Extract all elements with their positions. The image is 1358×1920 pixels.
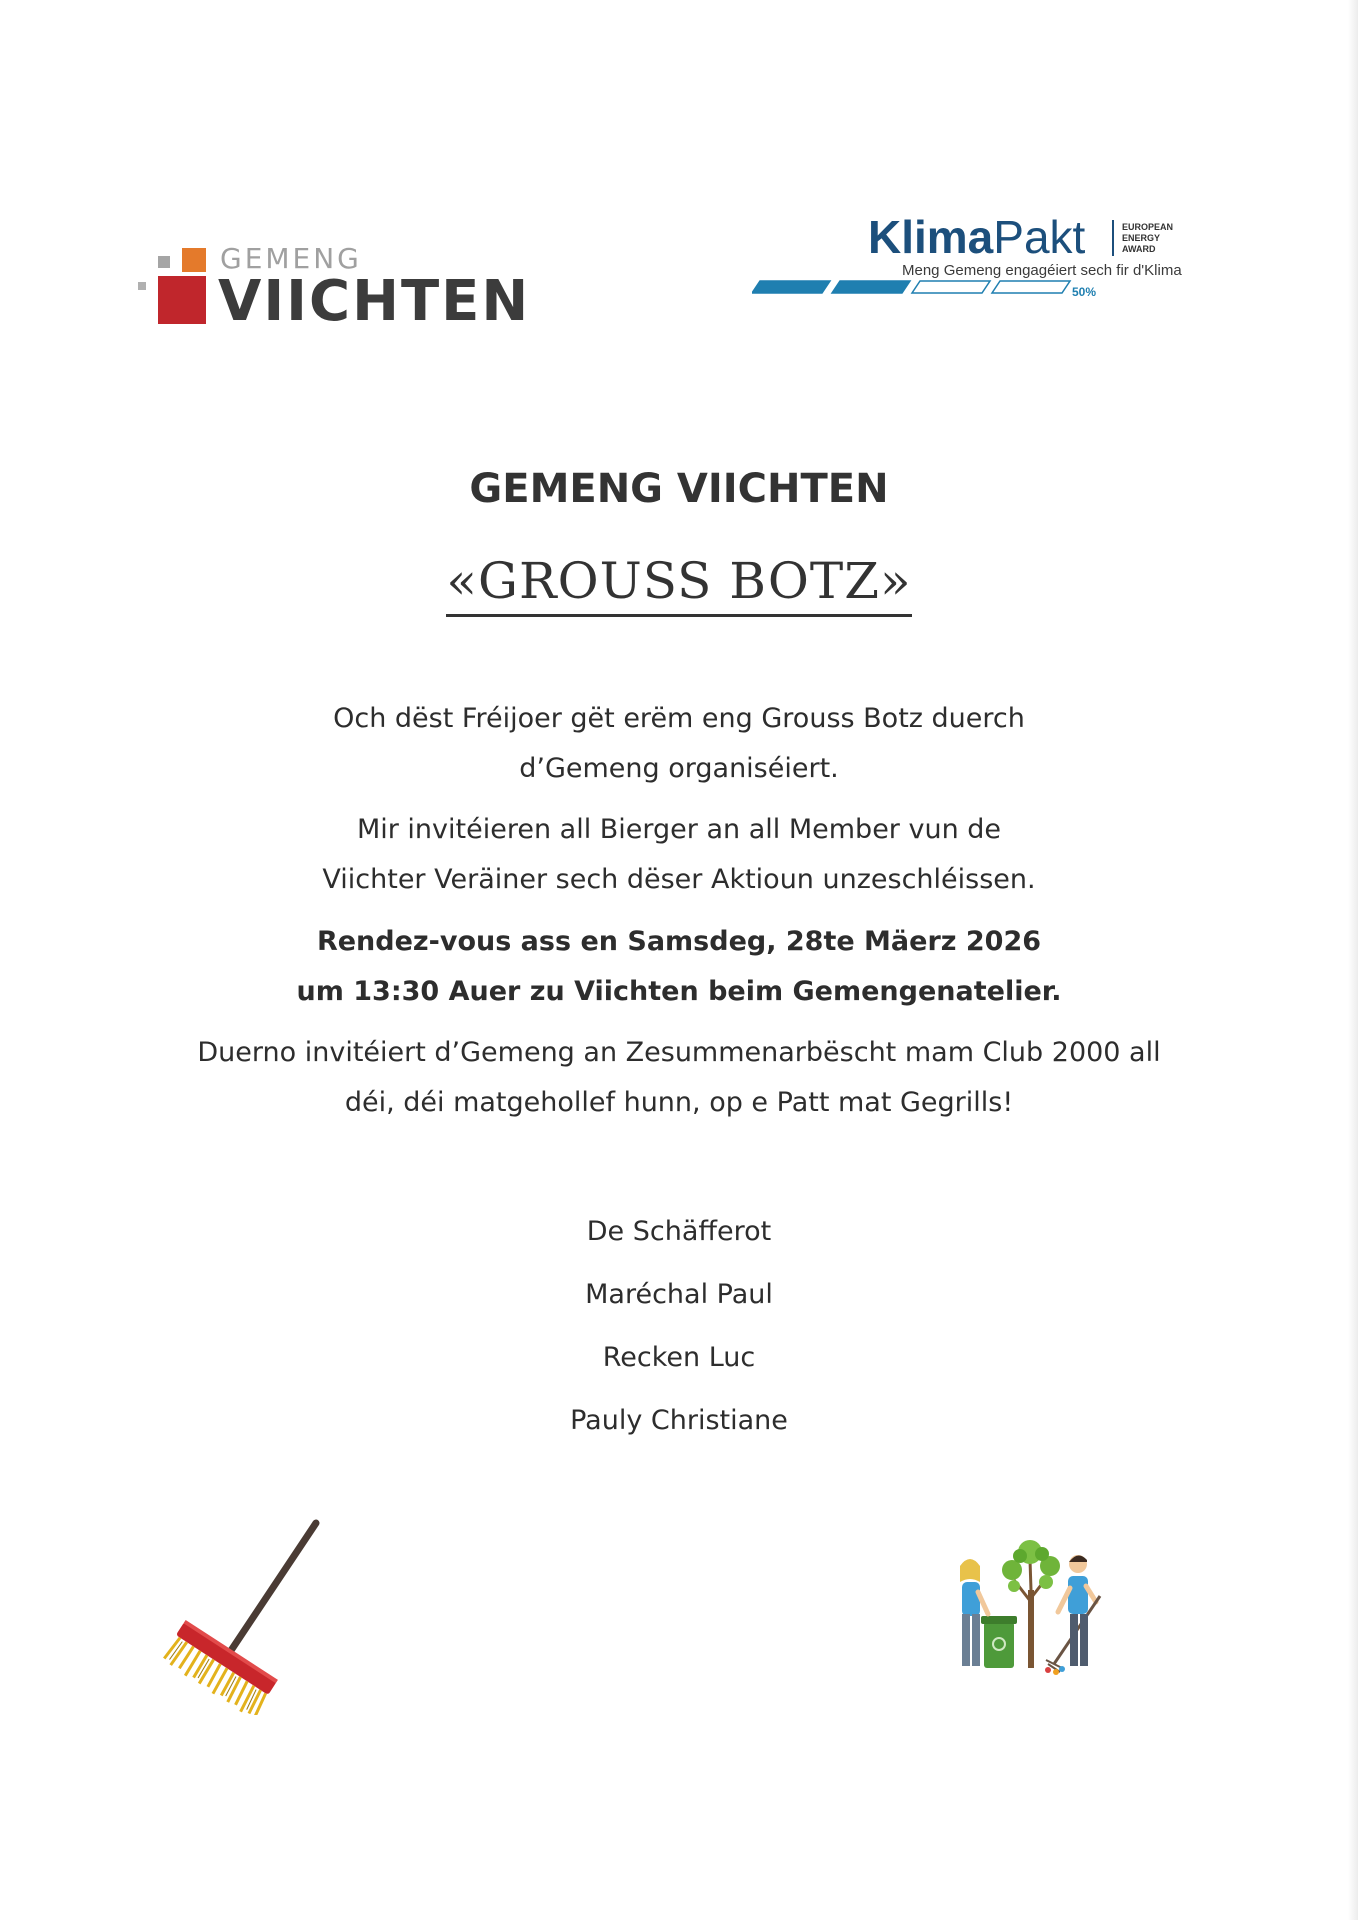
klima-text: Klima	[868, 211, 994, 263]
klimapakt-tagline: Meng Gemeng engagéiert sech fir d'Klima	[902, 262, 1182, 279]
pakt-text: Pakt	[993, 211, 1086, 263]
progress-segment	[752, 281, 830, 293]
klimapakt-logo	[752, 212, 1222, 312]
logo-grey-dot	[138, 282, 146, 290]
award-line: ENERGY	[1122, 233, 1161, 243]
subtitle-wrap	[0, 552, 1358, 617]
text-line: Mir invitéieren all Bierger an all Member vun de	[356, 814, 1002, 845]
progress-segment	[992, 281, 1070, 293]
broom-icon	[162, 1515, 332, 1715]
paragraph-rendezvous	[0, 917, 1358, 1017]
text-line: déi, déi matgehollef hunn, op e Patt mat Gegrills!	[344, 1087, 1014, 1118]
text-line: um 13:30 Auer zu Viichten beim Gemengenatelier.	[296, 976, 1062, 1007]
signature-block	[0, 1200, 1358, 1452]
award-line: EUROPEAN	[1122, 222, 1174, 232]
progress-segment	[832, 281, 910, 293]
paragraph-afterwards	[0, 1028, 1358, 1128]
cleanup-volunteers-icon	[950, 1530, 1110, 1680]
klimapakt-progress-bar	[752, 280, 1072, 294]
klimapakt-progress-label: 50%	[1072, 285, 1097, 299]
paragraph-intro	[0, 694, 1358, 794]
logo-red-square	[158, 276, 206, 324]
text-line: Viichter Veräiner sech dëser Aktioun unzeschléissen.	[322, 864, 1036, 895]
text-line: d’Gemeng organiséiert.	[519, 753, 839, 784]
signature-line: Pauly Christiane	[570, 1405, 788, 1436]
progress-segment	[912, 281, 990, 293]
page-title: GEMENG VIICHTEN	[469, 466, 889, 512]
signature-line: Maréchal Paul	[585, 1279, 773, 1310]
energy-award-text	[1122, 222, 1192, 255]
klimapakt-wordmark	[868, 212, 1085, 262]
logo-orange-square	[182, 248, 206, 272]
signature-line: Recken Luc	[602, 1342, 756, 1373]
event-subtitle: «GROUSS BOTZ»	[446, 552, 911, 617]
klimapakt-separator	[1112, 220, 1114, 256]
signature-line: De Schäfferot	[586, 1216, 772, 1247]
logo-grey-square	[158, 256, 170, 268]
paragraph-invitation	[0, 805, 1358, 905]
text-line: Duerno invitéiert d’Gemeng an Zesummenarbëscht mam Club 2000 all	[197, 1037, 1161, 1068]
logo-gemeng-text: GEMENG	[220, 242, 362, 275]
award-line: AWARD	[1122, 244, 1156, 254]
text-line: Och dëst Fréijoer gët erëm eng Grouss Botz duerch	[333, 703, 1025, 734]
logo-viichten-text: VIICHTEN	[218, 269, 531, 334]
text-line: Rendez-vous ass en Samsdeg, 28te Mäerz 2026	[316, 926, 1042, 957]
gemeng-viichten-logo	[138, 238, 558, 334]
